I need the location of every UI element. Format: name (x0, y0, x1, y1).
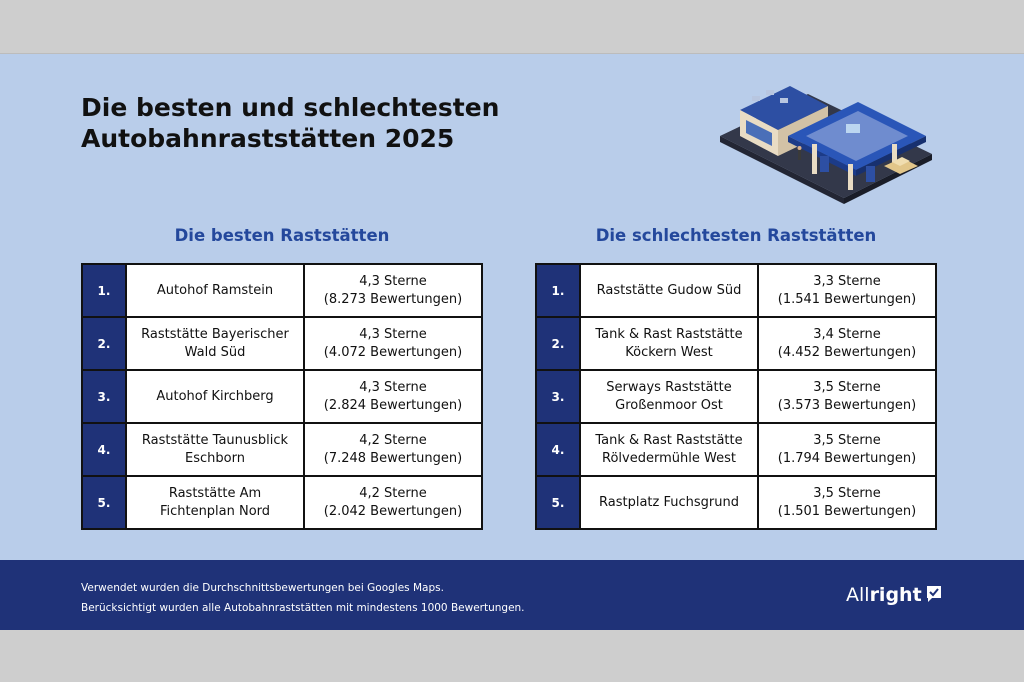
station-name-line-1: Tank & Rast Raststätte (595, 432, 743, 448)
rank-number: 5. (536, 476, 580, 529)
station-rating (304, 476, 482, 529)
rating-stars: 3,3 Sterne (813, 273, 881, 289)
title-line-1: Die besten und schlechtesten (81, 93, 500, 122)
gas-station-illustration (716, 66, 936, 211)
rank-number: 1. (82, 264, 126, 317)
rank-number: 4. (536, 423, 580, 476)
station-rating (758, 423, 936, 476)
station-name (126, 423, 304, 476)
station-name-line-1: Raststätte Am (168, 485, 262, 501)
station-name (580, 370, 758, 423)
rating-reviews: (4.452 Bewertungen) (777, 344, 917, 360)
top-gray-bar (0, 0, 1024, 54)
table-row (536, 370, 936, 423)
worst-heading: Die schlechtesten Raststätten (595, 226, 877, 245)
table-row (82, 264, 482, 317)
station-rating (758, 370, 936, 423)
table-row (82, 423, 482, 476)
station-rating (304, 423, 482, 476)
rating-stars: 4,3 Sterne (359, 379, 427, 395)
station-rating (758, 264, 936, 317)
station-rating (304, 370, 482, 423)
station-rating (304, 317, 482, 370)
rating-stars: 3,5 Sterne (813, 485, 881, 501)
station-name-line-1: Serways Raststätte (606, 379, 732, 395)
best-table (81, 263, 483, 530)
station-rating (758, 317, 936, 370)
station-name-line-1: Raststätte Bayerischer (141, 326, 289, 342)
rating-stars: 4,2 Sterne (359, 432, 427, 448)
footer-note-2: Berücksichtigt wurden alle Autobahnraststätten mit mindestens 1000 Bewertungen. (81, 602, 525, 614)
rating-stars: 4,3 Sterne (359, 273, 427, 289)
station-name (126, 476, 304, 529)
rating-reviews: (2.042 Bewertungen) (323, 503, 463, 519)
station-name-line-2: Wald Süd (184, 344, 246, 360)
station-name-line-1: Raststätte Taunusblick (141, 432, 289, 448)
station-name (126, 317, 304, 370)
station-name-line-2: Großenmoor Ost (615, 397, 723, 413)
station-name: Autohof Kirchberg (126, 370, 304, 423)
check-bubble-icon (926, 585, 942, 603)
station-rating (758, 476, 936, 529)
rating-stars: 4,2 Sterne (359, 485, 427, 501)
infographic-card (0, 54, 1024, 560)
rating-reviews: (8.273 Bewertungen) (323, 291, 463, 307)
rating-reviews: (4.072 Bewertungen) (323, 344, 463, 360)
best-heading: Die besten Raststätten (174, 226, 390, 245)
rating-stars: 3,5 Sterne (813, 379, 881, 395)
rank-number: 3. (536, 370, 580, 423)
rating-stars: 3,4 Sterne (813, 326, 881, 342)
table-row (536, 264, 936, 317)
station-name-line-2: Rölvedermühle West (602, 450, 736, 466)
rating-reviews: (1.541 Bewertungen) (777, 291, 917, 307)
rating-reviews: (2.824 Bewertungen) (323, 397, 463, 413)
rank-number: 2. (536, 317, 580, 370)
title-line-2: Autobahnraststätten 2025 (81, 124, 455, 153)
footer-note-1: Verwendet wurden die Durchschnittsbewertungen bei Googles Maps. (81, 582, 444, 594)
table-row (536, 317, 936, 370)
station-name-line-2: Köckern West (625, 344, 713, 360)
station-name: Rastplatz Fuchsgrund (580, 476, 758, 529)
station-name: Autohof Ramstein (126, 264, 304, 317)
station-name-line-2: Eschborn (185, 450, 245, 466)
rank-number: 2. (82, 317, 126, 370)
rank-number: 5. (82, 476, 126, 529)
logo-text-bold: right (869, 584, 922, 606)
rating-reviews: (1.794 Bewertungen) (777, 450, 917, 466)
rank-number: 4. (82, 423, 126, 476)
table-row (536, 423, 936, 476)
page-title (81, 92, 601, 154)
station-name: Raststätte Gudow Süd (580, 264, 758, 317)
station-name (580, 423, 758, 476)
footer-notes (81, 578, 525, 618)
logo-text-light: All (846, 584, 870, 606)
bottom-gray-bar (0, 630, 1024, 682)
footer-band (0, 560, 1024, 630)
rank-number: 3. (82, 370, 126, 423)
table-row (82, 370, 482, 423)
rating-reviews: (3.573 Bewertungen) (777, 397, 917, 413)
rating-reviews: (1.501 Bewertungen) (777, 503, 917, 519)
station-name (580, 317, 758, 370)
rank-number: 1. (536, 264, 580, 317)
station-name-line-1: Tank & Rast Raststätte (595, 326, 743, 342)
table-row (82, 476, 482, 529)
station-rating (304, 264, 482, 317)
allright-logo (846, 584, 942, 606)
station-name-line-2: Fichtenplan Nord (159, 503, 271, 519)
table-row (536, 476, 936, 529)
worst-table (535, 263, 937, 530)
rating-stars: 3,5 Sterne (813, 432, 881, 448)
rating-stars: 4,3 Sterne (359, 326, 427, 342)
rating-reviews: (7.248 Bewertungen) (323, 450, 463, 466)
table-row (82, 317, 482, 370)
